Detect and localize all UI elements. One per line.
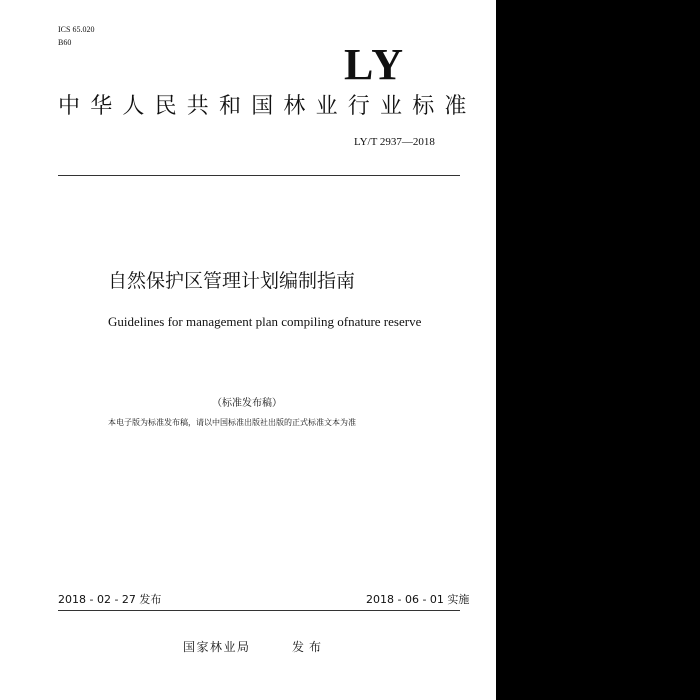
standard-title: 中华人民共和国林业行业标准	[58, 94, 477, 119]
document-title-cn: 自然保护区管理计划编制指南	[108, 270, 356, 292]
publisher-name: 国家林业局	[183, 640, 251, 654]
header-divider	[58, 175, 460, 176]
draft-label: （标准发布稿）	[212, 398, 282, 409]
edition-note: 本电子版为标准发布稿，请以中国标准出版社出版的正式标准文本为准	[108, 418, 356, 427]
publish-label: 发布	[292, 640, 327, 654]
ics-code: ICS 65.020	[58, 25, 95, 34]
issue-date: 2018 - 02 - 27 发布	[58, 593, 162, 606]
ccs-code: B60	[58, 38, 72, 47]
effective-date: 2018 - 06 - 01 实施	[366, 593, 470, 606]
ly-logo: LY	[344, 40, 406, 89]
standard-code: LY/T 2937—2018	[354, 136, 435, 148]
document-title-en: Guidelines for management plan compiling ofnature reserve	[108, 314, 422, 329]
footer-divider	[58, 610, 460, 611]
